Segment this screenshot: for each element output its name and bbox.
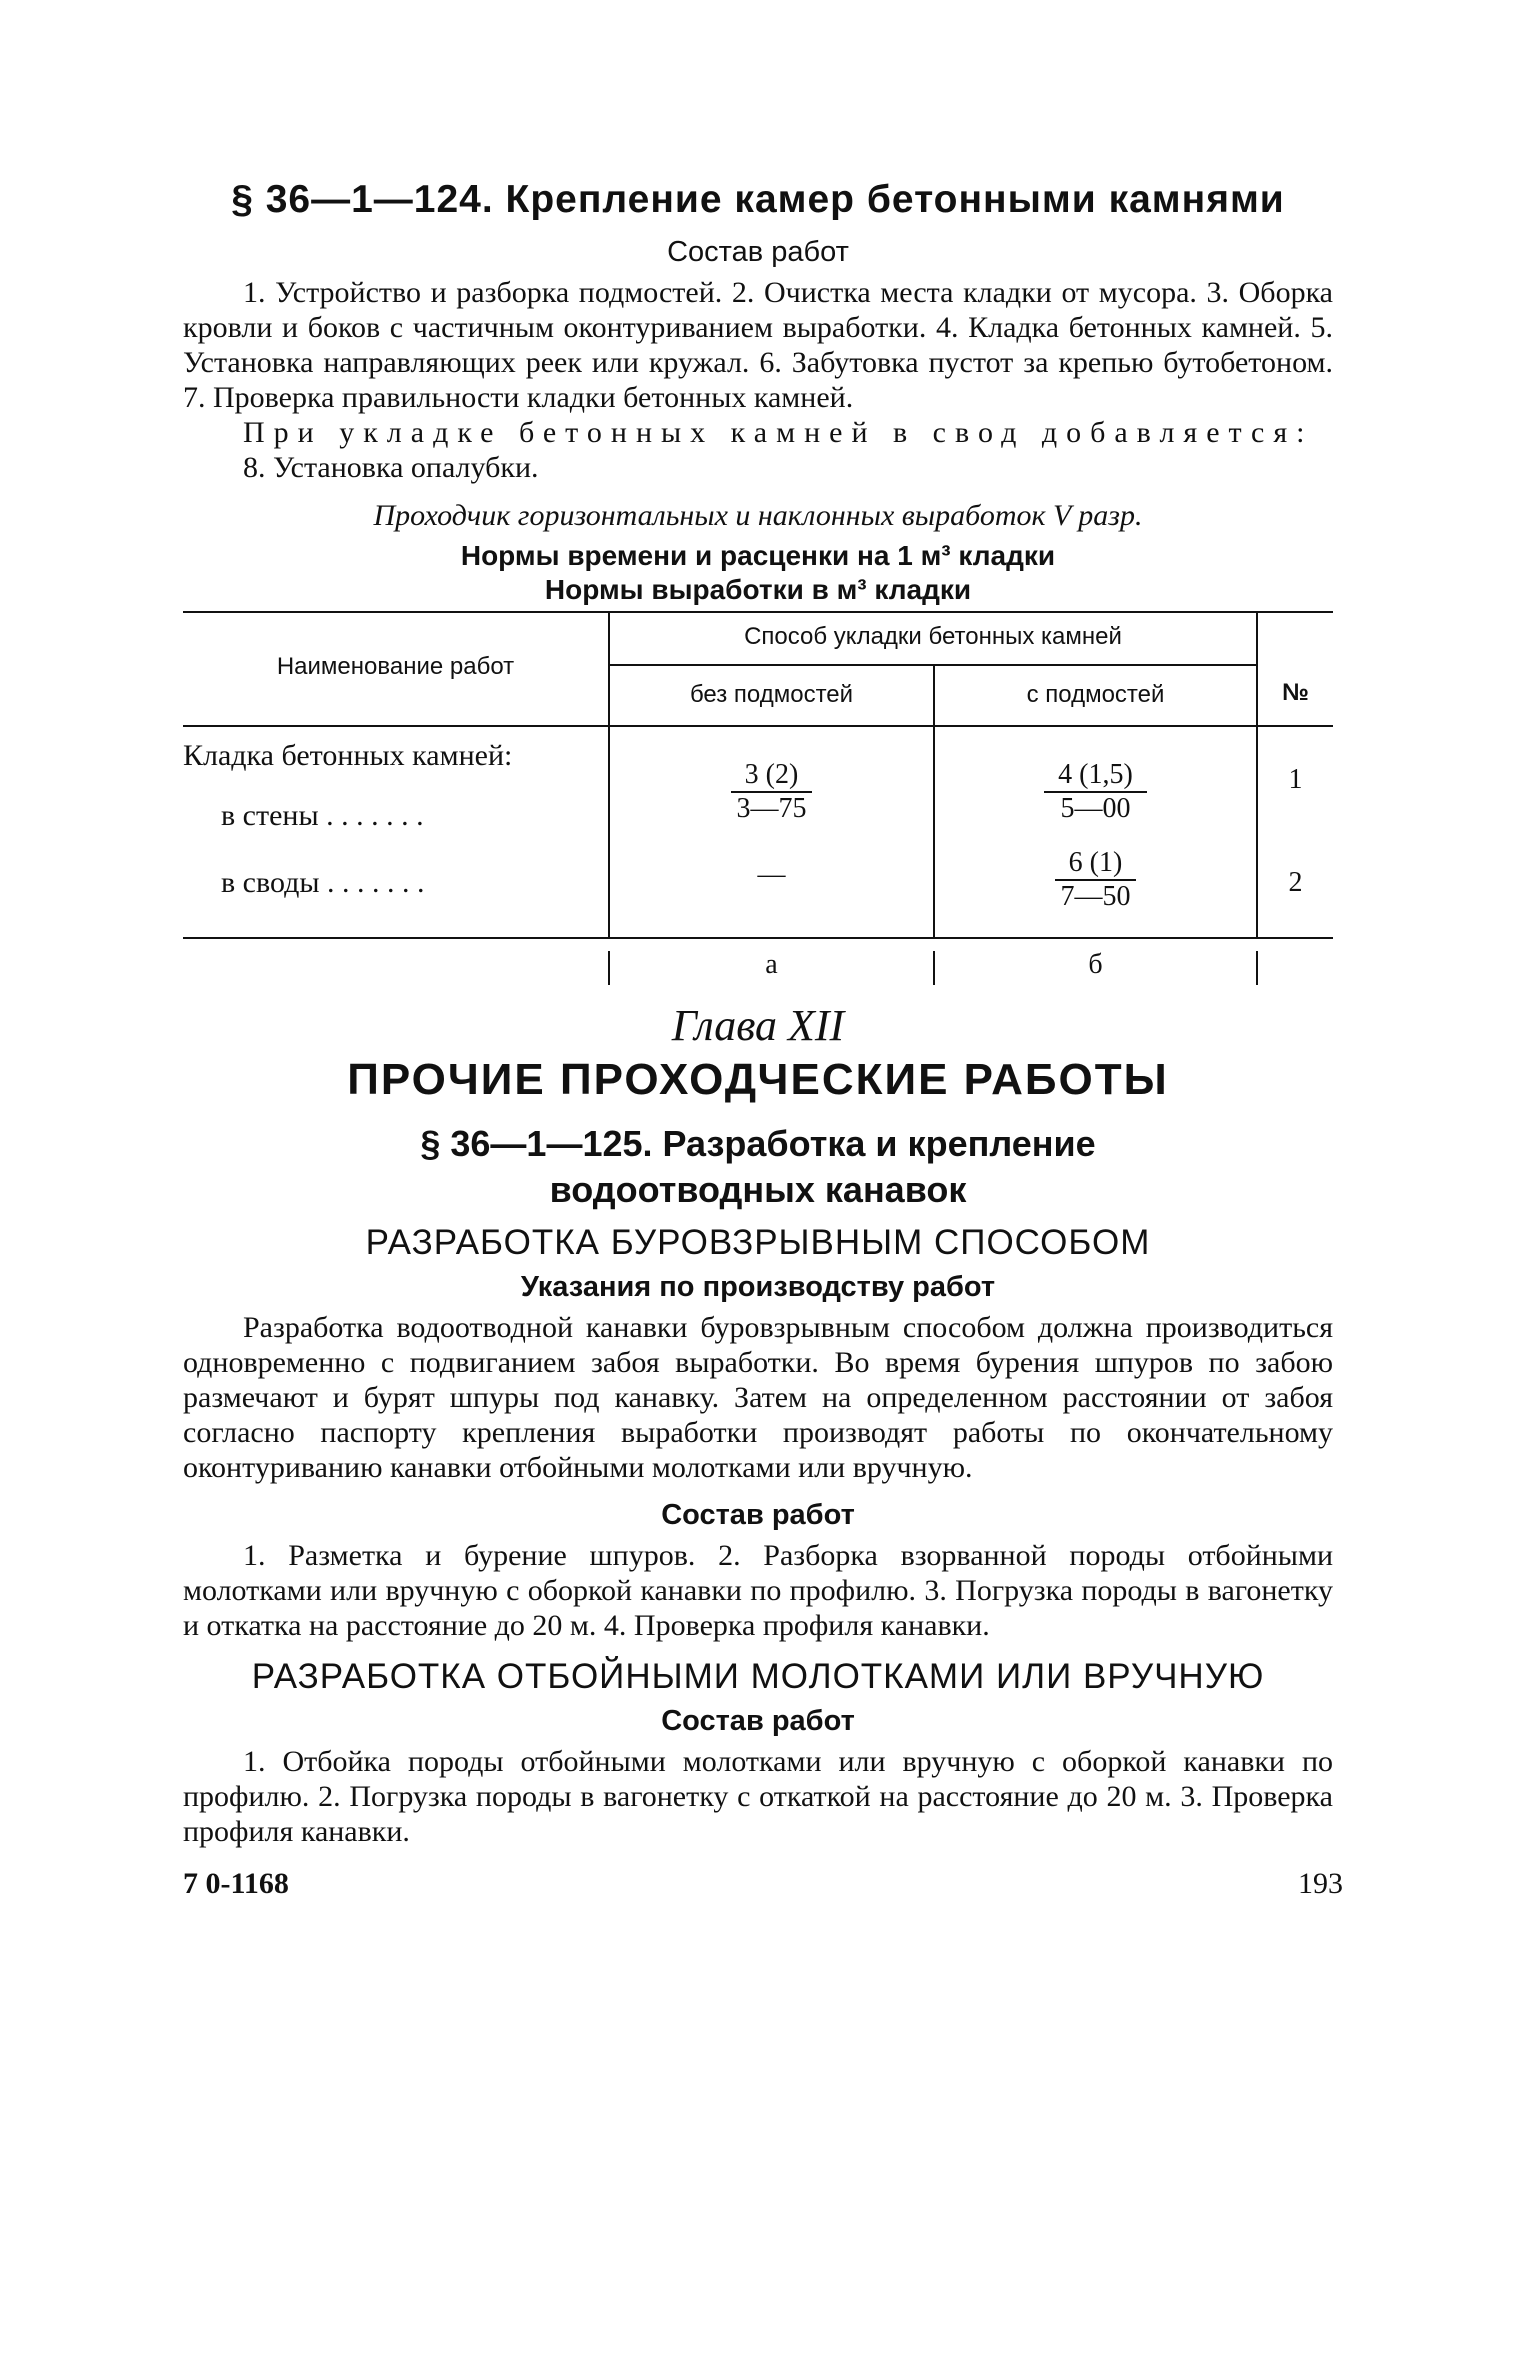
chapter-label: Глава XII [671, 1001, 845, 1050]
page-number: 193 [1298, 1867, 1343, 1900]
rate-cell: — [757, 859, 786, 890]
table-top-rule [183, 611, 1333, 613]
document-page [183, 178, 1343, 1907]
composition-title: Состав работ [661, 1499, 855, 1531]
rate-cell: $\frac{4 (1,5)}{5—00}$ [935, 759, 1256, 825]
section-heading: § 36—1—124. Крепление камер бетонными камнями [231, 178, 1285, 221]
composition-text: 1. Устройство и разборка подмостей. 2. Очистка места кладки от мусора. 3. Оборка кровли и боков с частичным оконтуриванием выработки. 4. Кладка бетонных камней. 5. Установка направляющих реек или кружал. 6. Забутовка пустот за крепью бутобетоном. 7. Проверка правильности кладки бетонных камней. [183, 276, 1333, 414]
header-col-a: без подмостей [689, 681, 854, 708]
vault-item: 8. Установка опалубки. [243, 451, 539, 484]
header-number: № [1282, 679, 1309, 706]
header-work-name: Наименование работ [276, 653, 515, 680]
section-heading: § 36—1—125. Разработка и крепление водоотводных канавок [420, 1123, 1096, 1210]
vault-note: При укладке бетонных камней в свод добавляется: [243, 416, 1314, 449]
column-letter-b: б [1088, 949, 1103, 980]
composition-text: 1. Отбойка породы отбойными молотками или вручную с оборкой канавки по профилю. 2. Погрузка породы в вагонетку с откаткой на расстояние до 20 м. 3. Проверка профиля канавки. [183, 1745, 1333, 1848]
norms-line-2: Нормы выработки в м³ кладки [544, 574, 972, 605]
table-bottom-rule [183, 937, 1333, 939]
row-number: 1 [1288, 764, 1303, 795]
subsection-title: РАЗРАБОТКА ОТБОЙНЫМИ МОЛОТКАМИ ИЛИ ВРУЧНУЮ [251, 1657, 1265, 1696]
composition-title: Состав работ [661, 1705, 855, 1737]
rate-cell: $\frac{3 (2)}{3—75}$ [610, 759, 933, 825]
rate-cell: $\frac{6 (1)}{7—50}$ [935, 847, 1256, 913]
table-header-rule [183, 725, 1333, 727]
page-footer [183, 1867, 1343, 1907]
composition-text: 1. Разметка и бурение шпуров. 2. Разборка взорванной породы отбойными молотками или вручную с оборкой канавки по профилю. 3. Погрузка породы в вагонетку и откатка на расстояние до 20 м. 4. Проверка профиля канавки. [183, 1539, 1333, 1642]
chapter-title: ПРОЧИЕ ПРОХОДЧЕСКИЕ РАБОТЫ [347, 1055, 1169, 1104]
header-method: Способ укладки бетонных камней [744, 623, 1122, 650]
row-number: 2 [1288, 867, 1303, 898]
norms-line-1: Нормы времени и расценки на 1 м³ кладки [460, 540, 1056, 571]
row-name: в стены . . . . . . . [221, 799, 424, 832]
composition-title: Состав работ [667, 236, 849, 268]
instructions-title: Указания по производству работ [520, 1271, 996, 1303]
subsection-title: РАЗРАБОТКА БУРОВЗРЫВНЫМ СПОСОБОМ [365, 1223, 1151, 1262]
header-col-b: с подмостей [1026, 681, 1165, 708]
row-group-label: Кладка бетонных камней: [183, 739, 513, 772]
printer-signature: 7 0-1168 [183, 1867, 289, 1900]
row-name: в своды . . . . . . . [221, 866, 425, 899]
norms-table [183, 609, 1333, 984]
column-letter-a: а [765, 949, 778, 980]
worker-grade: Проходчик горизонтальных и наклонных выработок V разр. [373, 499, 1143, 532]
instructions-text: Разработка водоотводной канавки буровзрывным способом должна производиться одновременно с подвиганием забоя выработки. Во время бурения шпуров по забою размечают и бурят шпуры под канавку. Затем на определенном расстоянии от забоя согласно паспорту крепления выработки производят работы по окончательному оконтуриванию канавки отбойными молотками или вручную. [183, 1311, 1333, 1484]
